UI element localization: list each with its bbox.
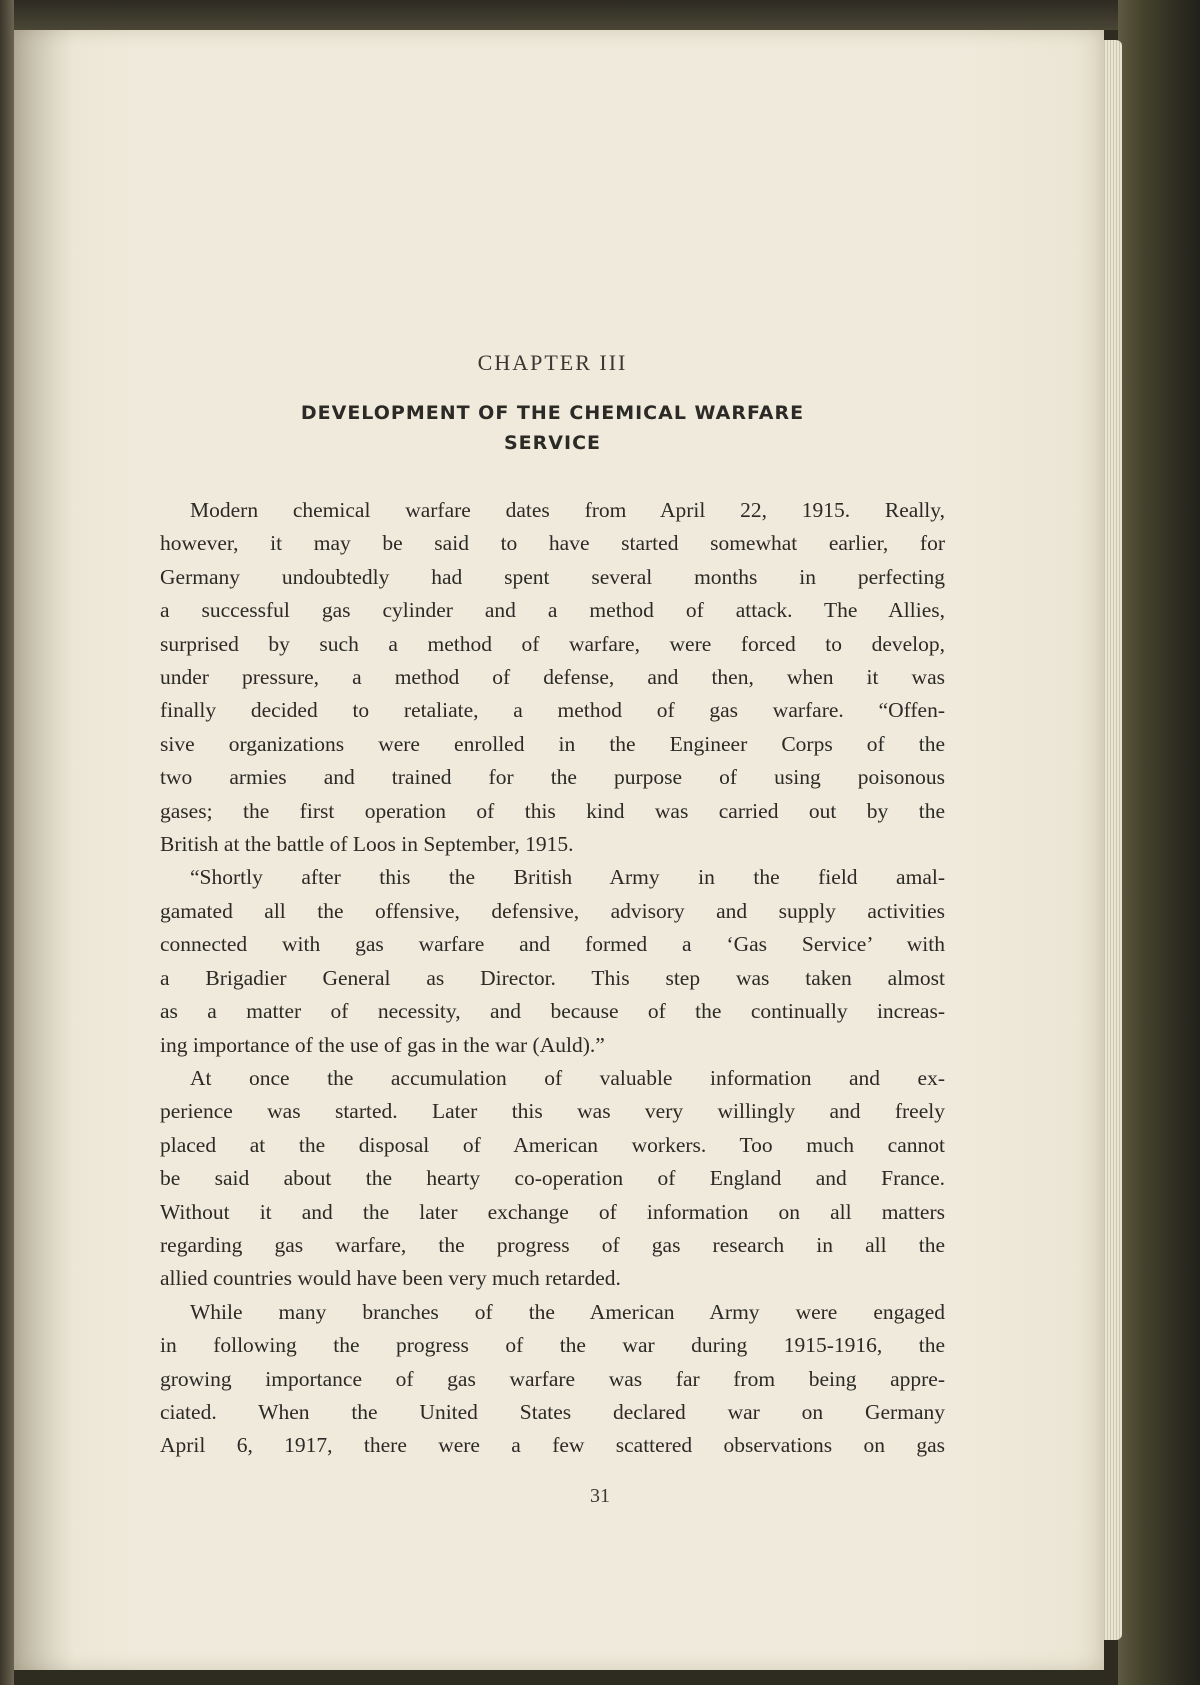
page-number: 31 <box>590 1485 610 1507</box>
text-line: Germany undoubtedly had spent several months in perfecting <box>160 564 945 589</box>
text-line: ing importance of the use of gas in the war (Auld).” <box>160 1032 605 1057</box>
text-line: a Brigadier General as Director. This step was taken almost <box>160 965 945 990</box>
text-line: Without it and the later exchange of information on all matters <box>160 1199 945 1224</box>
text-line: “Shortly after this the British Army in the field amal- <box>190 865 945 890</box>
text-line: two armies and trained for the purpose of using poisonous <box>160 765 945 790</box>
text-line: surprised by such a method of warfare, were forced to develop, <box>160 631 945 656</box>
text-line: allied countries would have been very much retarded. <box>160 1266 621 1291</box>
text-line: While many branches of the American Army were engaged <box>190 1299 945 1324</box>
page-gutter-shadow <box>14 30 74 1670</box>
book-cover-right-edge <box>1118 0 1200 1685</box>
chapter-title <box>160 398 945 458</box>
chapter-number: CHAPTER III <box>477 350 628 375</box>
text-line: British at the battle of Loos in September, 1915. <box>160 832 574 857</box>
book-spine-edge <box>0 0 14 1685</box>
text-line: a successful gas cylinder and a method of attack. The Allies, <box>160 598 945 623</box>
text-line: ciated. When the United States declared war on Germany <box>160 1399 945 1424</box>
text-line: At once the accumulation of valuable information and ex- <box>190 1065 945 1090</box>
paragraph-2 <box>160 861 945 1061</box>
text-line: sive organizations were enrolled in the Engineer Corps of the <box>160 731 945 756</box>
text-line: connected with gas warfare and formed a ‘Gas Service’ with <box>160 932 945 957</box>
book-cover-top-edge <box>0 0 1200 30</box>
text-line: perience was started. Later this was very willingly and freely <box>160 1099 945 1124</box>
paragraph-4 <box>160 1296 945 1463</box>
text-line: in following the progress of the war during 1915-1916, the <box>160 1333 945 1358</box>
text-line: as a matter of necessity, and because of the continually increas- <box>160 999 945 1024</box>
text-line: growing importance of gas warfare was far from being appre- <box>160 1366 945 1391</box>
text-line: gamated all the offensive, defensive, advisory and supply activities <box>160 898 945 923</box>
text-line: Modern chemical warfare dates from April 22, 1915. Really, <box>190 498 945 522</box>
text-line: gases; the first operation of this kind was carried out by the <box>160 798 945 823</box>
chapter-title-line: DEVELOPMENT OF THE CHEMICAL WARFARE <box>300 402 805 424</box>
text-line: finally decided to retaliate, a method of gas warfare. “Offen- <box>160 698 945 723</box>
text-line: placed at the disposal of American workers. Too much cannot <box>160 1132 945 1157</box>
paragraph-1 <box>160 494 945 861</box>
page-text <box>160 350 945 1463</box>
chapter-title-line: SERVICE <box>504 432 601 454</box>
text-line: be said about the hearty co-operation of England and France. <box>160 1166 945 1191</box>
text-line: under pressure, a method of defense, and then, when it was <box>160 665 945 690</box>
text-line: regarding gas warfare, the progress of gas research in all the <box>160 1232 945 1257</box>
text-line: however, it may be said to have started somewhat earlier, for <box>160 531 945 556</box>
text-line: April 6, 1917, there were a few scattered observations on gas <box>160 1433 945 1458</box>
paragraph-3 <box>160 1062 945 1296</box>
